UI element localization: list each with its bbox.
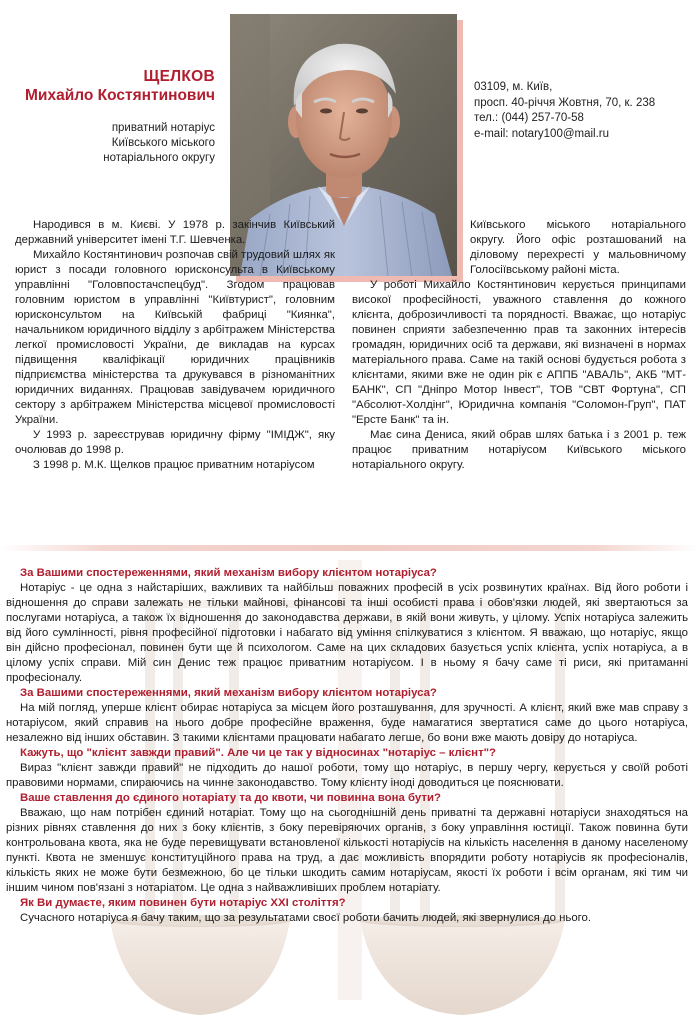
role-line: Київського міського — [111, 137, 215, 149]
interview-question: Ваше ставлення до єдиного нотаріату та до квоти, чи повинна вона бути? — [20, 792, 441, 804]
interview-section — [6, 566, 688, 926]
interview-answer: Нотаріус - це одна з найстаріших, важливих та найбільш поважних професій в усіх розвинутих країнах. Від його роботи і відношення до справи залежать не тільки майнові, фінансові та інші особисті права і обов'язки людей, які звертаються за послугами нотаріуса, а також їх відношення до законодавства держави, в якій вони живуть, у цілому. Успіх нотаріуса залежить від його сумлінності, рівня професійної підготовки і набагато від уміння спілкуватися з клієнтом. Я вважаю, що нотаріус, якщо він дійсно професіонал, повинен бути ще й психологом. Саме на цих складових базується успіх клієнта, успіх нотаріуса, а в цілому успіх справи. Мій син Денис теж працює приватним нотаріусом. І в ньому я бачу саме ті риси, які притаманні професіоналу. — [6, 582, 688, 684]
address-line: просп. 40-річчя Жовтня, 70, к. 238 — [474, 96, 656, 109]
interview-question: Кажуть, що "клієнт завжди правий". Але чи це так у відносинах "нотаріус – клієнт"? — [20, 747, 497, 759]
contact-info — [474, 80, 694, 142]
bio-paragraph: Київського міського нотаріального округу. Його офіс розташований на діловому перехресті у мальовничому Голосіївському районі міста. — [470, 219, 686, 276]
surname: ЩЕЛКОВ — [143, 68, 215, 85]
role-line: приватний нотаріус — [111, 122, 215, 134]
bio-paragraph: З 1998 р. М.К. Щелков працює приватним нотаріусом — [33, 459, 315, 471]
bio-left-column — [15, 218, 335, 473]
bio-paragraph: Народився в м. Києві. У 1978 р. закінчив Київський державний університет імені Т.Г. Шевченка. — [15, 219, 335, 246]
email-line[interactable]: e-mail: notary100@mail.ru — [474, 127, 610, 140]
interview-answer: Сучасного нотаріуса я бачу таким, що за результатами своєї роботи бачить людей, які звернулися до нього. — [20, 912, 592, 924]
phone-line: тел.: (044) 257-70-58 — [474, 112, 584, 124]
notary-role — [0, 121, 215, 166]
first-and-patronymic-name: Михайло Костянтинович — [25, 87, 215, 104]
interview-answer: Вважаю, що нам потрібен єдиний нотаріат. Тому що на сьогоднішній день приватні та державні нотаріуси знаходяться на різних рівнях ставлення до них з боку клієнтів, з боку перевіряючих органів, з боку управління юстиції. Також повинна бути контрольована квота, яка не буде перевищувати встановленої кількості нотаріусів на кількість населення в даному населеному пункті. Квота не зменшує конституційного права на труд, а дає можливість впорядити роботу нотаріусів як професіоналів, кількість яких не може бути безмежною, бо це тільки шкодить самим нотаріусам, якості їх роботи і всім органам, які тим чи іншим чином пов'язані з нотаріатом. Це одна з найважливіших проблем нотаріату. — [6, 807, 688, 894]
bio-paragraph: У 1993 р. зареєстрував юридичну фірму "ІМІДЖ", яку очолював до 1998 р. — [15, 429, 335, 456]
bio-paragraph: Михайло Костянтинович розпочав свій трудовий шлях як юрист з посади головного юрисконсульта в Київському управлінні "Головпостачспецбуд". Згодом працював головним юристом в управлінні "Київтурист", головним юрисконсультом на Київській фабриці "Киянка", начальником юридичного відділу з арбітражем Міністерства легкої промисловості України, де викладав на курсах підвищення кваліфікації юридичних працівників підприємства міністерства та друкувався в різноманітних юридичних виданнях. Працював завідувачем юридичного сектору з арбітражем Міністерства місцевої промисловості України. — [15, 249, 335, 426]
interview-answer: На мій погляд, уперше клієнт обирає нотаріуса за місцем його розташування, для зручності. А клієнт, який вже мав справу з нотаріусом, який справив на нього добре професійне враження, буде намагатися звертатися саме до цього нотаріуса, незалежно від інших обставин. З такими клієнтами працювати набагато легше, бо вони вже мають довіру до нотаріуса. — [6, 702, 688, 744]
bio-right-column — [352, 218, 686, 473]
bio-paragraph: Має сина Дениса, який обрав шлях батька і з 2001 р. теж працює приватним нотаріусом Київського міського нотаріального округу. — [352, 429, 686, 471]
interview-answer: Вираз "клієнт завжди правий" не підходить до нашої роботи, тому що нотаріус, в першу чергу, керується у своїй роботі правовими нормами, спираючись на чинне законодавство. Тому клієнту іноді доводиться це пояснювати. — [6, 762, 688, 789]
interview-question: За Вашими спостереженнями, який механізм вибору клієнтом нотаріуса? — [20, 567, 437, 579]
notary-name — [0, 68, 215, 105]
address-line: 03109, м. Київ, — [474, 81, 553, 93]
bio-paragraph: У роботі Михайло Костянтинович керується принципами високої професійності, уважного ставлення до кожного клієнта, доброзичливості та порядності. Вважає, що нотаріус повинен сприяти забезпеченню прав та законних інтересів громадян, юридичних осіб та держави, які визначені в нормах матеріального права. Саме на такій основі будується робота з клієнтами, якими вже не один рік є АППБ "АВАЛЬ", АКБ "МТ-БАНК", СП "Дніпро Мотор Інвест", ТОВ "СВТ Фортуна", СП "Абсолют-Холдінг", Юридична компанія "Соломон-Груп", ПАТ "Ерсте Банк" та ін. — [352, 279, 686, 426]
interview-question: Як Ви думаєте, яким повинен бути нотаріус ХХІ століття? — [20, 897, 346, 909]
section-divider — [0, 545, 700, 551]
interview-question: За Вашими спостереженнями, який механізм вибору клієнтом нотаріуса? — [20, 687, 437, 699]
role-line: нотаріального округу — [103, 152, 215, 164]
